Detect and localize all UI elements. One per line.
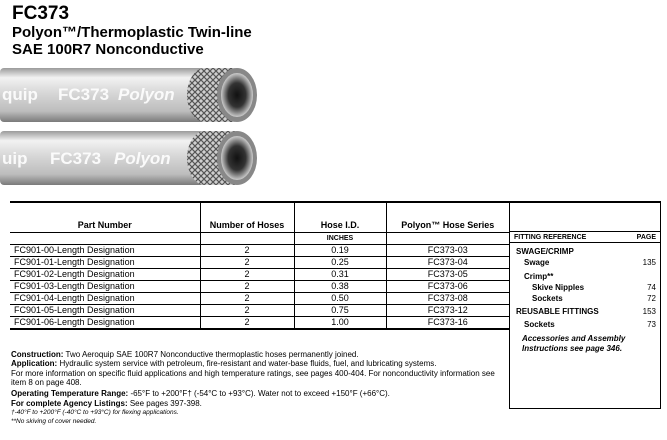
series-cell: FC373-05	[386, 268, 509, 280]
hoses-cell: 2	[200, 292, 294, 304]
table-row	[10, 316, 509, 329]
fitting-page-number: 72	[647, 294, 656, 303]
construction-note: Construction: Two Aeroquip SAE 100R7 Nonconductive thermoplastic hoses permanently joined.	[11, 350, 359, 359]
table-row	[10, 256, 509, 268]
fitting-row-skive-nipples: Skive Nipples 74	[532, 283, 656, 292]
hoses-cell: 2	[200, 304, 294, 316]
hose-print-upper-left: quip	[2, 85, 38, 104]
id-cell: 0.50	[294, 292, 386, 304]
footnote-skiving: **No skiving of cover needed.	[11, 418, 97, 426]
hose-print-lower-left: uip	[2, 149, 28, 168]
part-number-cell: FC901-03-Length Designation	[10, 280, 200, 292]
series-cell: FC373-12	[386, 304, 509, 316]
id-cell: 0.31	[294, 268, 386, 280]
product-title-line1: Polyon™/Thermoplastic Twin-line	[12, 24, 252, 41]
fitting-row-swage-crimp: SWAGE/CRIMP	[516, 247, 574, 256]
application-note: Application: Hydraulic system service with petroleum, fire-resistant and water-base fluids, fuel, and lubricating systems.	[11, 359, 437, 369]
hoses-cell: 2	[200, 280, 294, 292]
hoses-cell: 2	[200, 268, 294, 280]
product-notes	[11, 350, 506, 426]
page-header	[12, 4, 252, 58]
id-cell: 0.25	[294, 256, 386, 268]
hose-print-lower-mid: FC373	[50, 149, 102, 168]
temperature-note: Operating Temperature Range: -65°F to +200°F† (-54°C to +93°C). Water not to exceed +150°F (+66°C).	[11, 388, 390, 398]
id-cell: 0.19	[294, 244, 386, 256]
hose-print-upper-right: Polyon	[118, 85, 175, 104]
part-number-cell: FC901-02-Length Designation	[10, 268, 200, 280]
fitting-reference-title: FITTING REFERENCE	[514, 234, 587, 241]
id-cell: 0.75	[294, 304, 386, 316]
unit-inches: INCHES	[294, 232, 386, 244]
series-cell: FC373-16	[386, 316, 509, 329]
table-row	[10, 292, 509, 304]
fitting-reference-box	[509, 201, 661, 409]
col-header-hose-id: Hose I.D.	[294, 202, 386, 232]
table-row	[10, 268, 509, 280]
series-cell: FC373-08	[386, 292, 509, 304]
part-number-cell: FC901-00-Length Designation	[10, 244, 200, 256]
application-detail-note: For more information on specific fluid applications and high temperature ratings, see pages 400-404. For nonconductivity information see item 8 on page 408.	[11, 368, 495, 388]
series-cell: FC373-04	[386, 256, 509, 268]
series-cell: FC373-03	[386, 244, 509, 256]
fitting-page-number: 73	[647, 320, 656, 329]
footnote-temperature: †-40°F to +200°F (-40°C to +93°C) for flexing applications.	[11, 409, 179, 417]
col-header-hose-series: Polyon™ Hose Series	[386, 202, 509, 232]
id-cell: 0.38	[294, 280, 386, 292]
id-cell: 1.00	[294, 316, 386, 329]
fitting-row-reusable-sockets: Sockets 73	[524, 320, 656, 329]
accessories-note: Accessories and Assembly Instructions see page 346.	[522, 334, 626, 353]
fitting-row-swage: Swage 135	[524, 258, 656, 267]
fitting-page-number: 74	[647, 283, 656, 292]
part-number-cell: FC901-06-Length Designation	[10, 316, 200, 329]
hoses-cell: 2	[200, 256, 294, 268]
col-header-part-number: Part Number	[10, 202, 200, 232]
part-number-cell: FC901-05-Length Designation	[10, 304, 200, 316]
table-row	[10, 304, 509, 316]
fitting-page-number: 153	[642, 307, 656, 316]
fitting-row-crimp: Crimp**	[524, 272, 554, 281]
unit-cell-empty	[386, 232, 509, 244]
fitting-row-reusable: REUSABLE FITTINGS 153	[516, 307, 656, 316]
part-number-cell: FC901-04-Length Designation	[10, 292, 200, 304]
table-row	[10, 280, 509, 292]
agency-note: For complete Agency Listings: See pages 397-398.	[11, 399, 202, 409]
unit-cell-empty	[200, 232, 294, 244]
table-row	[10, 244, 509, 256]
fitting-page-number: 135	[642, 258, 656, 267]
fitting-page-title: PAGE	[636, 234, 656, 241]
hose-product-image	[0, 65, 270, 193]
product-code: FC373	[12, 3, 70, 24]
part-number-cell: FC901-01-Length Designation	[10, 256, 200, 268]
product-title-line2: SAE 100R7 Nonconductive	[12, 41, 204, 58]
unit-cell-empty	[10, 232, 200, 244]
hose-print-upper-mid: FC373	[58, 85, 110, 104]
hoses-cell: 2	[200, 244, 294, 256]
col-header-number-of-hoses: Number of Hoses	[200, 202, 294, 232]
fitting-row-sockets: Sockets 72	[532, 294, 656, 303]
hose-print-lower-right: Polyon	[114, 149, 171, 168]
series-cell: FC373-06	[386, 280, 509, 292]
hoses-cell: 2	[200, 316, 294, 329]
hose-specification-table	[10, 201, 509, 330]
fitting-reference-header	[510, 231, 660, 243]
